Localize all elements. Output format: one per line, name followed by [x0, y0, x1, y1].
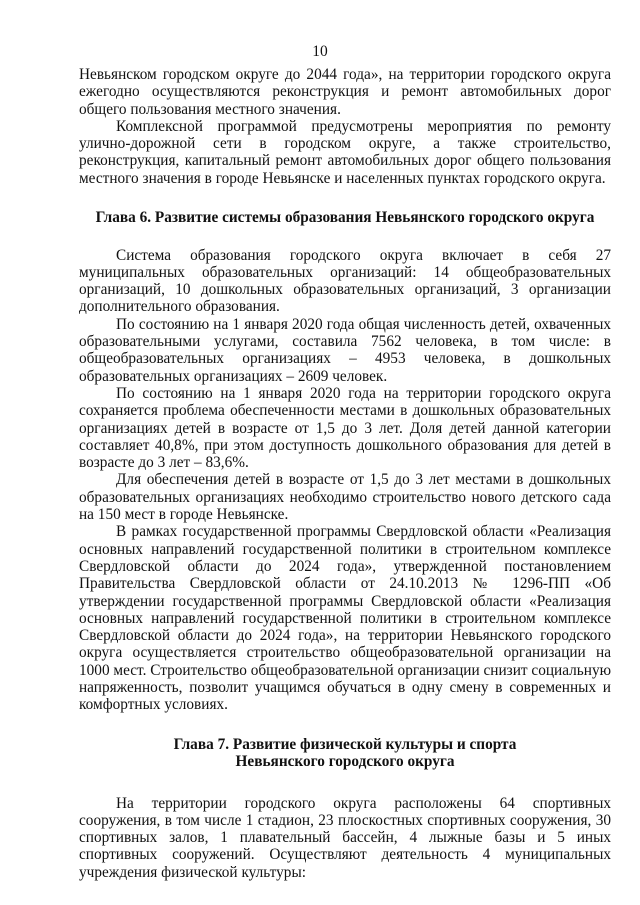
chapter-7-heading-line-1: Глава 7. Развитие физической культуры и спорта	[173, 735, 517, 753]
paragraph: Комплексной программой предусмотрены мероприятия по ремонту улично-дорожной сети в городском округе, а также строительство, реконструкция, капитальный ремонт автомобильных дорог общего пользования местного значения в городе Невьянске и населенных пунктах городского округа.	[79, 117, 611, 187]
paragraph: На территории городского округа расположены 64 спортивных сооружения, в том числе 1 стадион, 23 плоскостных спортивных сооружения, 30 спортивных залов, 1 плавательный бассейн, 4 лыжные базы и 5 иных спортивных сооружений. Осуществляют деятельность 4 муниципальных учреждения физической культуры:	[79, 794, 611, 881]
paragraph: По состоянию на 1 января 2020 года общая численность детей, охваченных образовательными услугами, составила 7562 человека, в том числе: в общеобразовательных организациях – 4953 человека, в дошкольных образовательных организациях – 2609 человек.	[79, 315, 611, 385]
chapter-7-heading-line-2: Невьянского городского округа	[235, 753, 455, 771]
paragraph: Система образования городского округа включает в себя 27 муниципальных образовательных организаций: 14 общеобразовательных организаций, 10 дошкольных образовательных организаций, 3 организации дополнительного образования.	[79, 246, 611, 316]
paragraph: В рамках государственной программы Свердловской области «Реализация основных направлений государственной политики в строительном комплексе Свердловской области до 2024 года», утвержденной постановлением Правительства Свердловской области от 24.10.2013 № 1296-ПП «Об утверждении государственной программы Свердловской области «Реализация основных направлений государственной политики в строительном комплексе Свердловской области до 2024 года», на территории Невьянского городского округа осуществляется строительство общеобразовательной организации на 1000 мест. Строительство общеобразовательной организации снизит социальную напряженность, позволит учащимся обучаться в одну смену в современных и комфортных условиях.	[79, 523, 612, 714]
paragraph: Невьянском городском округе до 2044 года», на территории городского округа ежегодно осуществляются реконструкция и ремонт автомобильных дорог общего пользования местного значения.	[79, 66, 611, 118]
paragraph: По состоянию на 1 января 2020 года на территории городского округа сохраняется проблема обеспеченности местами в дошкольных образовательных организациях детей в возрасте от 1,5 до 3 лет. Доля детей данной категории составляет 40,8%, при этом доступность дошкольного образования для детей в возрасте до 3 лет – 83,6%.	[79, 384, 611, 472]
chapter-6-heading: Глава 6. Развитие системы образования Невьянского городского округа	[95, 209, 595, 227]
page-number: 10	[312, 43, 328, 60]
page-content	[79, 66, 611, 881]
paragraph: Для обеспечения детей в возрасте от 1,5 до 3 лет местами в дошкольных образовательных организациях необходимо строительство нового детского сада на 150 мест в городе Невьянске.	[79, 471, 611, 524]
chapter-7-heading	[79, 736, 611, 771]
